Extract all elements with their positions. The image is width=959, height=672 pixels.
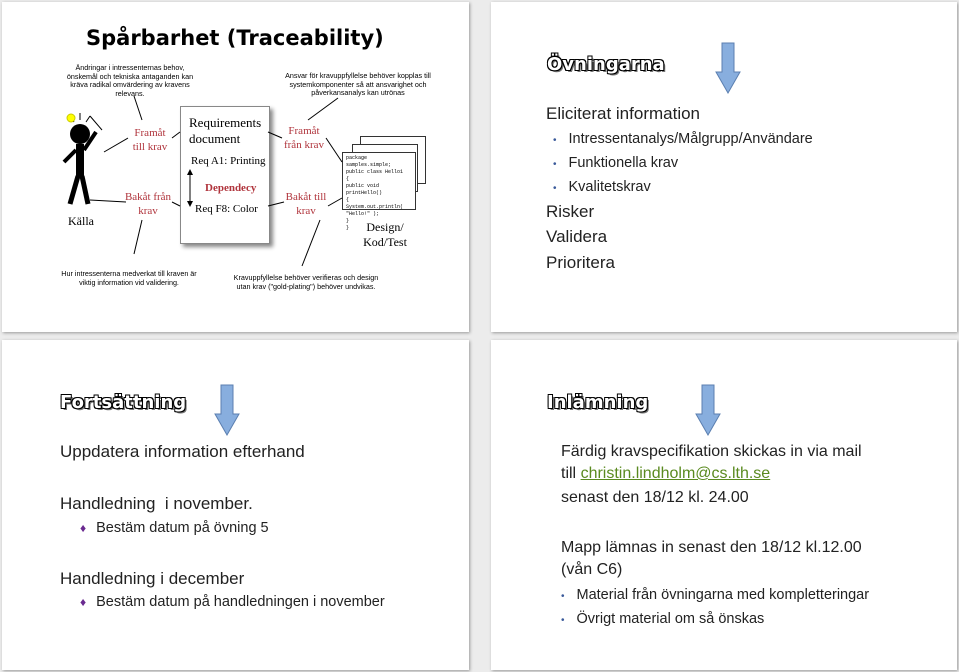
- slide-title: Fortsättning: [60, 392, 187, 413]
- line-folder: Mapp lämnas in senast den 18/12 kl.12.00: [561, 539, 862, 556]
- design-label: Design/ Kod/Test: [363, 220, 407, 249]
- diamond-bullet-icon: ♦: [80, 521, 87, 535]
- req-a1: Req A1: Printing: [191, 155, 266, 167]
- note-bottom-center: Kravuppfyllelse behöver verifieras och design utan krav ("gold-plating") behöver undvikas.: [233, 273, 379, 291]
- diamond-bullet-icon: ♦: [80, 595, 87, 609]
- back-to-req-label: Bakåt till krav: [285, 191, 327, 217]
- item-text: Bestäm datum på handledningen i november: [96, 594, 385, 610]
- line-supervision-december: Handledning i december: [60, 569, 245, 588]
- forward-from-req-label: Framåt från krav: [283, 125, 324, 151]
- line-deadline: senast den 18/12 kl. 24.00: [561, 489, 749, 506]
- item-validate: Validera: [546, 227, 608, 246]
- item-risks: Risker: [546, 202, 595, 221]
- bullet-icon: •: [561, 615, 565, 626]
- back-from-req-label: Bakåt från krav: [124, 191, 172, 217]
- bullet-icon: •: [553, 159, 557, 170]
- code-line: {: [346, 176, 350, 182]
- slide-submission: [491, 340, 957, 670]
- slide-continuation: [2, 340, 469, 670]
- down-arrow-icon: [715, 42, 741, 94]
- line-send-spec: Färdig kravspecifikation skickas in via mail: [561, 443, 862, 460]
- code-line: System.out.println( "Hello!" );: [346, 204, 404, 217]
- note-bottom-left: Hur intressenterna medverkat till kraven är viktig information vid validering.: [61, 269, 197, 287]
- forward-to-req-label: Framåt till krav: [132, 127, 168, 153]
- line-update-info: Uppdatera information efterhand: [60, 442, 305, 461]
- item-text: Intressentanalys/Målgrupp/Användare: [568, 131, 813, 147]
- code-line: {: [346, 197, 350, 203]
- slide-title: Spårbarhet (Traceability): [86, 26, 384, 50]
- email-link[interactable]: christin.lindholm@cs.lth.se: [580, 465, 771, 482]
- req-doc-title: Requirements document: [189, 115, 262, 146]
- slide-traceability: [2, 2, 469, 332]
- item-text: Funktionella krav: [568, 155, 679, 171]
- item-text: Bestäm datum på övning 5: [96, 520, 269, 536]
- dependency-label: Dependecy: [205, 182, 257, 194]
- source-label: Källa: [68, 214, 94, 228]
- sub-other: [561, 611, 764, 627]
- line-supervision-november: Handledning i november.: [60, 494, 253, 513]
- sub-material: [561, 587, 869, 603]
- note-top-left: Ändringar i intressenternas behov, önskemål och tekniska antaganden kan kräva radikal omvärdering av kravens relevans.: [66, 63, 194, 98]
- bullet-icon: •: [553, 183, 557, 194]
- code-line: public void printHello(): [346, 183, 383, 196]
- bullet-icon: •: [561, 591, 565, 602]
- down-arrow-icon: [695, 384, 721, 436]
- note-top-center: Ansvar för kravuppfyllelse behöver kopplas till systemkomponenter så att ansvarighet och påverkansanalys kan utrönas: [285, 71, 431, 97]
- req-f8: Req F8: Color: [195, 203, 258, 215]
- line-room: (vån C6): [561, 561, 623, 578]
- slide-exercises: [491, 2, 957, 332]
- code-line: package samples.simple;: [346, 155, 392, 168]
- slide-title: Inlämning: [547, 392, 649, 413]
- item-text: Övrigt material om så önskas: [576, 611, 765, 627]
- code-line: public class Hello1: [346, 169, 404, 175]
- item-elicited: Eliciterat information: [546, 104, 701, 123]
- item-stakeholder-analysis: [553, 131, 813, 147]
- item-prioritize: Prioritera: [546, 253, 615, 272]
- sub-book-supervision: [80, 594, 385, 610]
- item-functional-req: [553, 155, 678, 171]
- bullet-icon: •: [553, 135, 557, 146]
- item-text: Material från övningarna med kompletteringar: [576, 587, 870, 603]
- email-prefix: till: [561, 465, 577, 482]
- item-quality-req: [553, 179, 651, 195]
- slide-title: Övningarna: [547, 54, 665, 75]
- sub-book-exercise-5: [80, 520, 269, 536]
- item-text: Kvalitetskrav: [568, 179, 651, 195]
- code-line: }: [346, 225, 350, 231]
- code-line: }: [346, 218, 350, 224]
- down-arrow-icon: [214, 384, 240, 436]
- line-email: [561, 465, 770, 483]
